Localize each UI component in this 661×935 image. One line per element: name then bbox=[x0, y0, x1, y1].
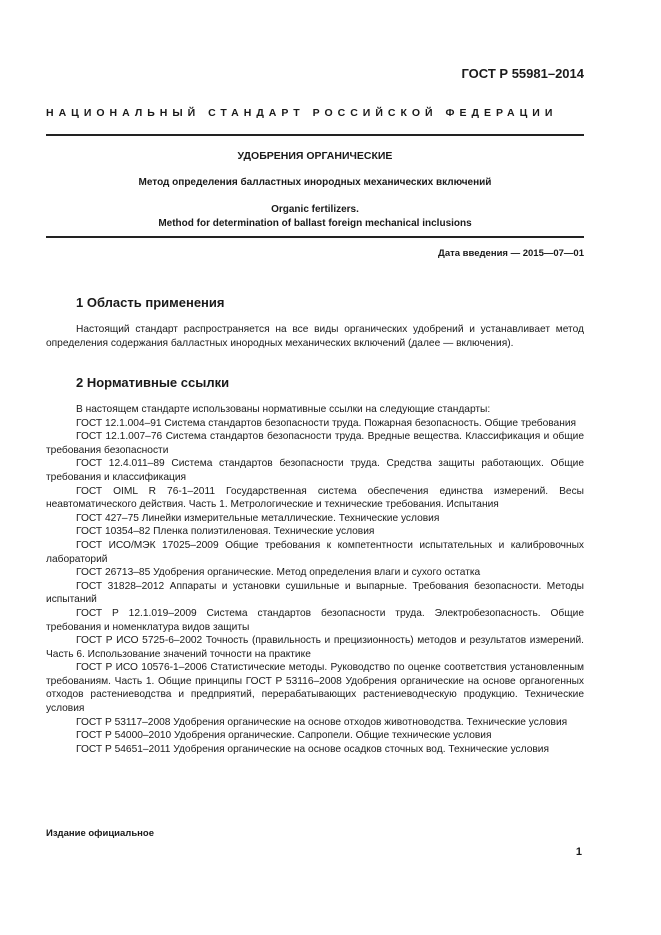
page-number: 1 bbox=[575, 846, 582, 858]
section-1-body bbox=[46, 323, 584, 350]
introduction-date: Дата введения — 2015—07—01 bbox=[438, 248, 584, 259]
reference-item: ГОСТ 31828–2012 Аппараты и установки сушильные и выпарные. Требования безопасности. Методы испытаний bbox=[46, 580, 584, 606]
reference-item: ГОСТ 12.1.004–91 Система стандартов безопасности труда. Пожарная безопасность. Общие требования bbox=[76, 417, 577, 429]
document-subtitle: Метод определения балластных инородных механических включений bbox=[138, 177, 492, 188]
national-standard-banner: НАЦИОНАЛЬНЫЙ СТАНДАРТ РОССИЙСКОЙ ФЕДЕРАЦИИ bbox=[46, 107, 558, 119]
english-title bbox=[46, 203, 584, 230]
document-code: ГОСТ Р 55981–2014 bbox=[461, 66, 584, 81]
section-2-heading: 2 Нормативные ссылки bbox=[76, 375, 230, 390]
reference-item: ГОСТ 26713–85 Удобрения органические. Метод определения влаги и сухого остатка bbox=[76, 567, 481, 579]
reference-item: ГОСТ 10354–82 Пленка полиэтиленовая. Технические условия bbox=[76, 526, 375, 538]
paragraph: В настоящем стандарте использованы нормативные ссылки на следующие стандарты: bbox=[76, 404, 491, 415]
document-title: УДОБРЕНИЯ ОРГАНИЧЕСКИЕ bbox=[237, 150, 393, 162]
official-edition-note: Издание официальное bbox=[46, 828, 154, 839]
reference-item: ГОСТ 427–75 Линейки измерительные металлические. Технические условия bbox=[76, 512, 440, 524]
reference-item: ГОСТ 12.1.007–76 Система стандартов безопасности труда. Вредные вещества. Классификация и общие требования безопасности bbox=[46, 431, 584, 456]
reference-item: ГОСТ Р 12.1.019–2009 Система стандартов безопасности труда. Электробезопасность. Общие требования и номенклатура видов защиты bbox=[46, 607, 584, 633]
paragraph: Настоящий стандарт распространяется на все виды органических удобрений и устанавливает метод определения содержания балластных инородных механических включений (далее — включения). bbox=[46, 324, 584, 349]
reference-item: ГОСТ Р ИСО 5725-6–2002 Точность (правильность и прецизионность) методов и результатов измерений. Часть 6. Использование значений точности на практике bbox=[46, 635, 584, 660]
reference-item: ГОСТ ИСО/МЭК 17025–2009 Общие требования к компетентности испытательных и калибровочных лабораторий bbox=[46, 539, 584, 565]
reference-item: ГОСТ OIML R 76-1–2011 Государственная система обеспечения единства измерений. Весы неавтоматического действия. Часть 1. Метрологические и технические требования. Испытания bbox=[46, 485, 584, 511]
reference-item: ГОСТ Р 54000–2010 Удобрения органические. Сапропели. Общие технические условия bbox=[76, 730, 492, 742]
reference-item: ГОСТ 12.4.011–89 Система стандартов безопасности труда. Средства защиты работающих. Общие требования и классификация bbox=[46, 458, 584, 483]
reference-item: ГОСТ Р ИСО 10576-1–2006 Статистические методы. Руководство по оценке соответствия установленным требованиям. Часть 1. Общие принципы ГОСТ Р 53116–2008 Удобрения органические на основе органогенных отходов растениеводства и предприятий, перерабатывающих растениеводческую продукцию. Технические условия bbox=[46, 662, 584, 715]
english-title-line-1: Organic fertilizers. bbox=[271, 204, 359, 215]
reference-item: ГОСТ Р 54651–2011 Удобрения органические на основе осадков сточных вод. Технические условия bbox=[76, 743, 549, 755]
section-1-heading: 1 Область применения bbox=[76, 295, 225, 310]
english-title-line-2: Method for determination of ballast foreign mechanical inclusions bbox=[158, 217, 472, 229]
divider-bottom bbox=[46, 236, 584, 238]
reference-item: ГОСТ Р 53117–2008 Удобрения органические на основе отходов животноводства. Технические условия bbox=[76, 716, 568, 728]
section-2-body bbox=[46, 403, 584, 756]
divider-top bbox=[46, 134, 584, 136]
